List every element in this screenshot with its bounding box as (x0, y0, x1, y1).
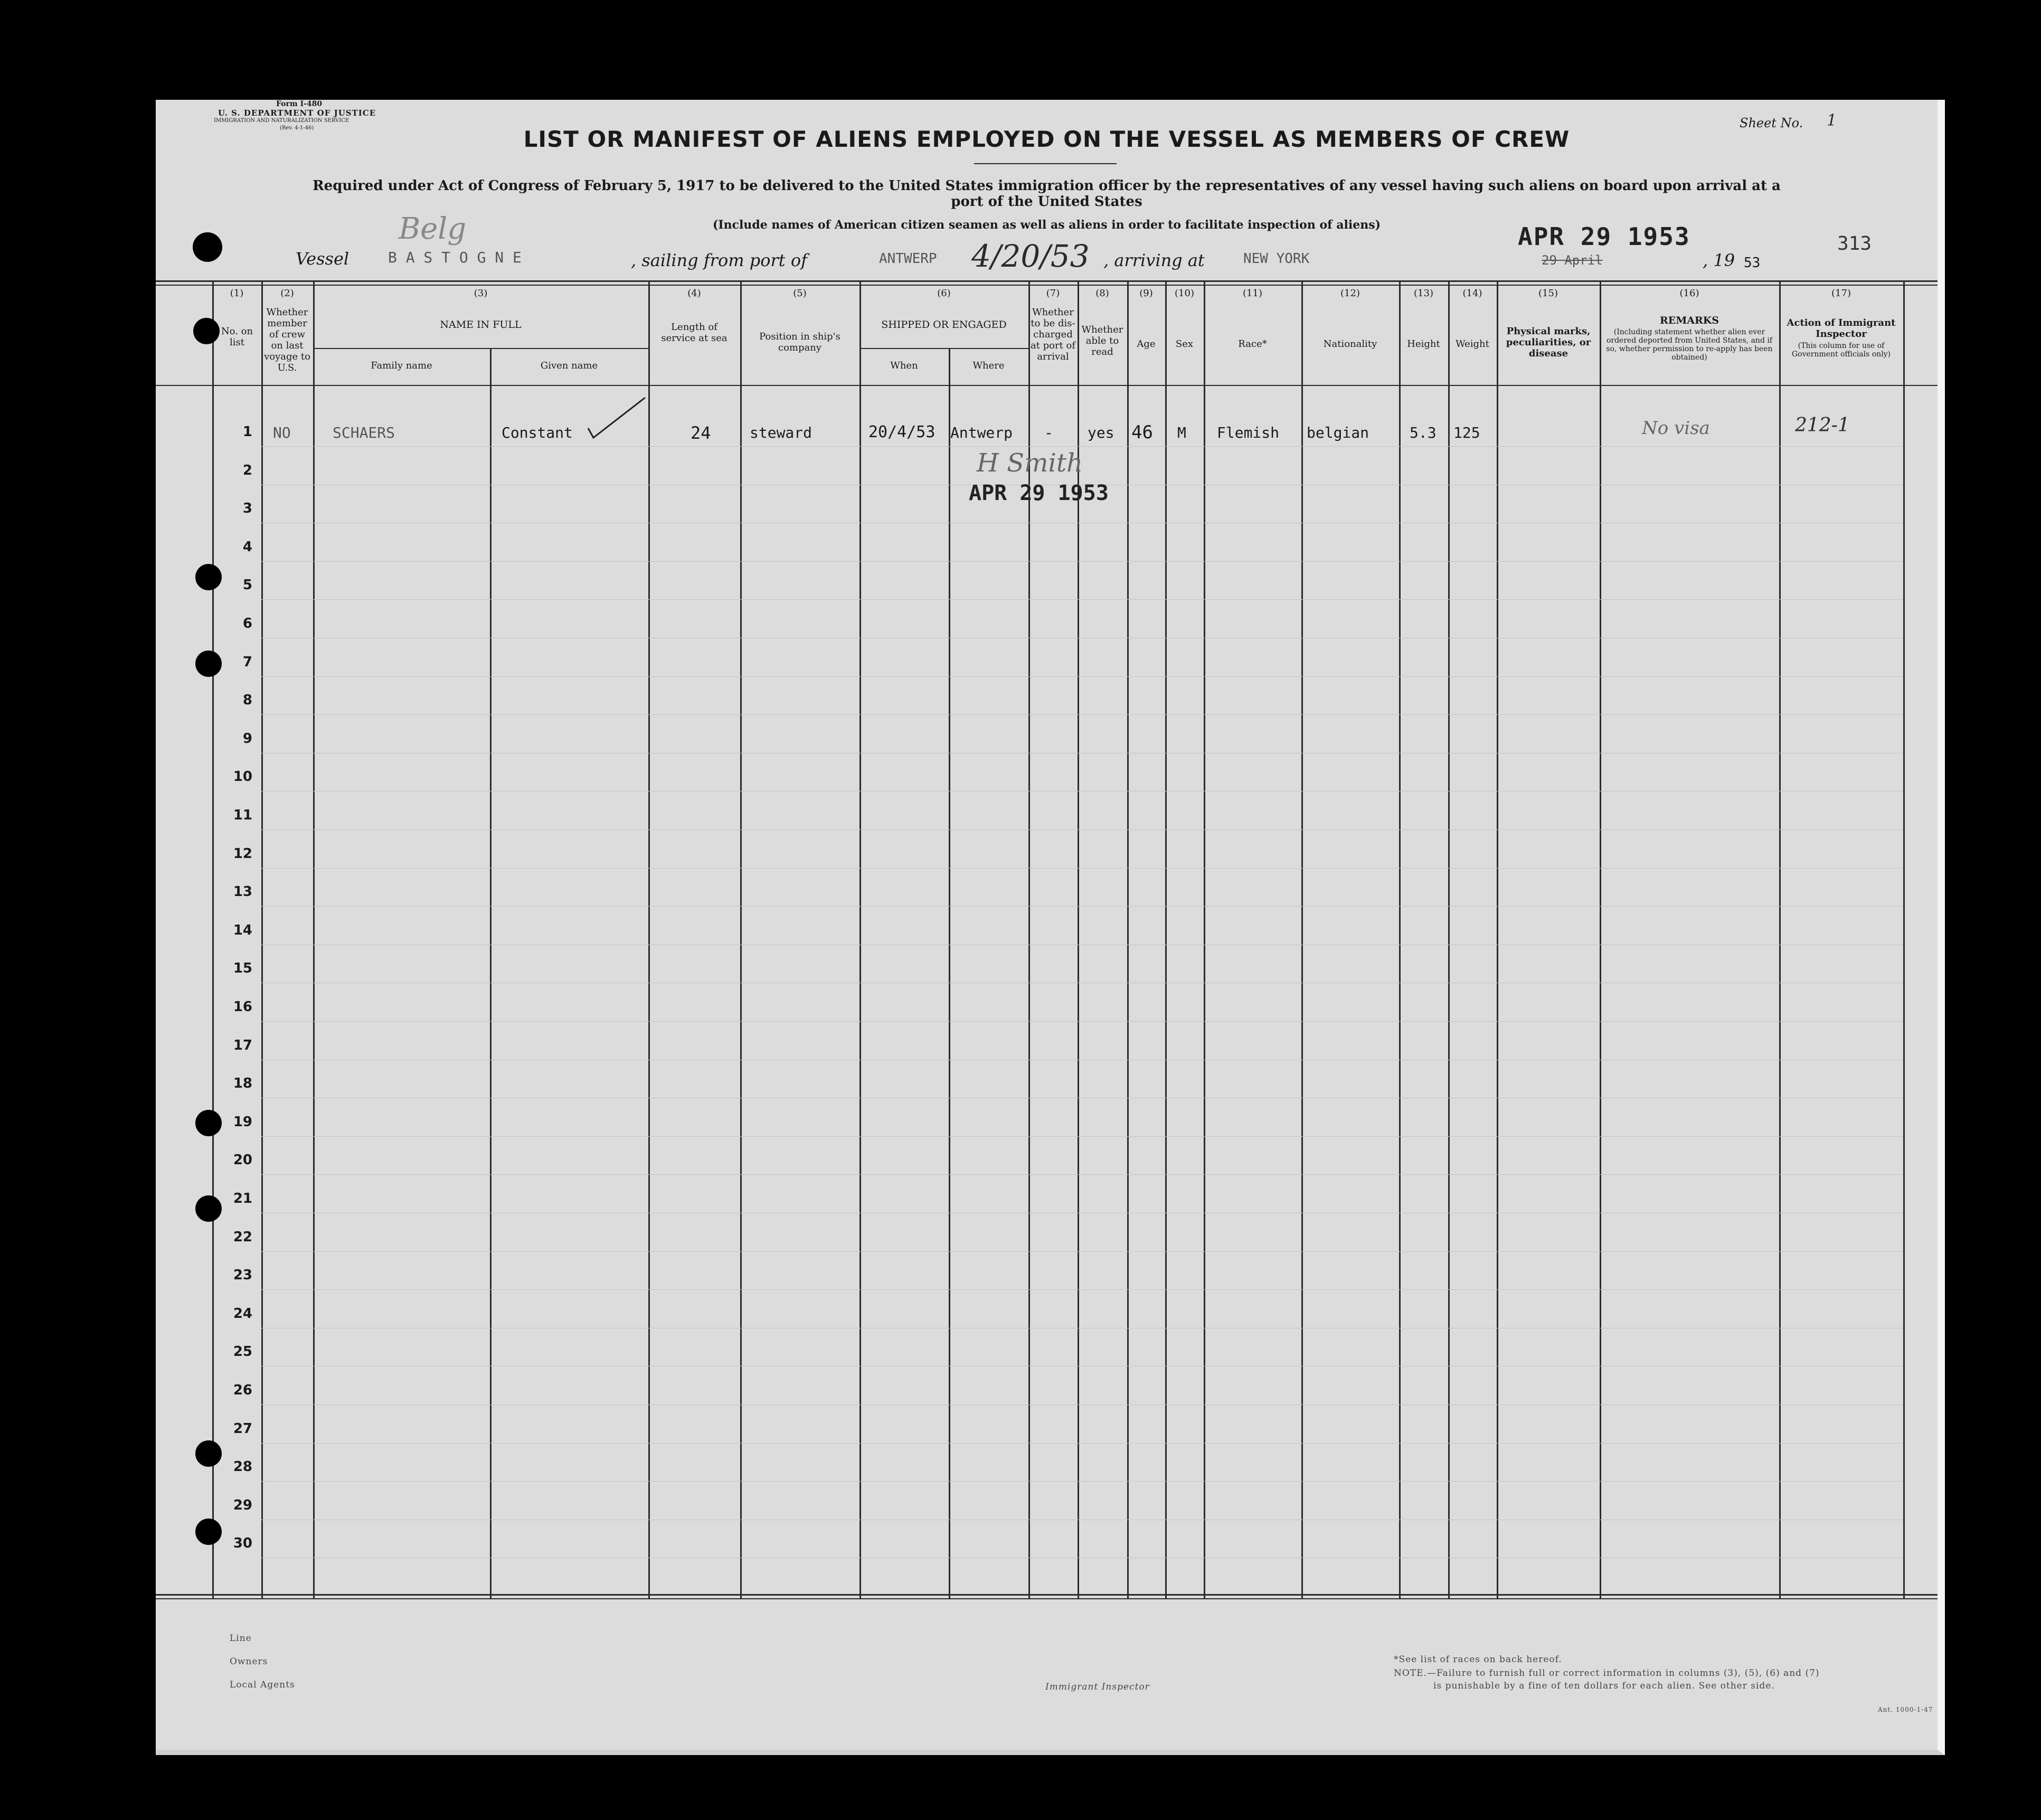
entry-given-name: Constant (502, 424, 573, 441)
entry-nationality: belgian (1307, 424, 1369, 441)
row-rule (261, 906, 1903, 907)
footer-immigrant-inspector: Immigrant Inspector (1045, 1682, 1150, 1692)
entry-weight: 125 (1453, 424, 1480, 441)
col-rule (740, 280, 742, 1599)
subtitle-2: port of the United States (951, 194, 1142, 210)
col-rule (1497, 280, 1498, 1599)
col-rule (1078, 280, 1079, 1599)
arriving-label: , arriving at (1103, 250, 1205, 270)
revision: (Rev. 4-1-46) (280, 125, 314, 131)
header-shipped-when: When (890, 360, 918, 371)
entry-race: Flemish (1217, 424, 1280, 441)
header-family-name: Family name (371, 360, 432, 371)
col-num-9: (9) (1139, 288, 1153, 299)
row-rule (261, 1021, 1903, 1022)
entry-discharged: - (1044, 424, 1053, 441)
header-crew-last-voyage: Whether member of crew on last voyage to U.S. (264, 307, 310, 373)
row-number: 27 (233, 1420, 252, 1437)
table-bottom-rule-2 (156, 1598, 1938, 1599)
entry-position: steward (750, 424, 812, 441)
header-sex: Sex (1175, 338, 1194, 350)
header-inspector-note: (This column for use of Government officials only) (1791, 342, 1891, 359)
entry-height: 5.3 (1410, 424, 1437, 441)
sailing-port: ANTWERP (879, 251, 937, 267)
row-rule (261, 1251, 1903, 1252)
col-rule (1779, 280, 1781, 1599)
binder-hole (193, 318, 220, 344)
row-number: 19 (233, 1114, 252, 1130)
page-title: LIST OR MANIFEST OF ALIENS EMPLOYED ON THE VESSEL AS MEMBERS OF CREW (523, 126, 1570, 152)
struck-date: 29 April (1542, 253, 1603, 268)
header-shipped-where: Where (972, 360, 1005, 371)
header-bottom-rule (156, 385, 1938, 386)
col-num-14: (14) (1462, 288, 1482, 299)
col-rule (1204, 280, 1205, 1599)
sheet-label: Sheet No. (1740, 116, 1803, 130)
row-number: 4 (242, 539, 252, 555)
row-number: 26 (233, 1382, 252, 1398)
row-number: 25 (233, 1344, 252, 1360)
service: IMMIGRATION AND NATURALIZATION SERVICE (214, 118, 349, 124)
row-number: 20 (233, 1152, 252, 1168)
entry-shipped-when: 20/4/53 (868, 423, 936, 441)
entry-length-service: 24 (691, 423, 711, 443)
manifest-number: 313 (1837, 233, 1872, 254)
row-number: 3 (242, 501, 252, 517)
entry-shipped-where: Antwerp (950, 424, 1013, 441)
row-rule (261, 561, 1903, 562)
col-num-5: (5) (793, 288, 807, 299)
entry-inspector-action: 212-1 (1795, 414, 1850, 436)
row-rule (261, 868, 1903, 869)
vessel-note: Belg (399, 212, 467, 246)
row-rule (261, 446, 1903, 447)
row-rule (261, 1404, 1903, 1405)
footer-note-3: is punishable by a fine of ten dollars for each alien. See other side. (1433, 1681, 1775, 1691)
row-number: 5 (242, 577, 252, 593)
row-rule (261, 1481, 1903, 1482)
entry-family-name: SCHAERS (333, 424, 395, 441)
header-discharged: Whether to be dis-charged at port of arrival (1030, 307, 1076, 362)
footer-form-code: Ant. 1000-1-47 (1878, 1706, 1933, 1713)
row-rule (261, 1289, 1903, 1290)
footer-note-2: NOTE.—Failure to furnish full or correct information in columns (3), (5), (6) and (7) (1394, 1668, 1820, 1678)
row-rule (261, 1174, 1903, 1175)
footer-local-agents: Local Agents (230, 1680, 295, 1690)
row-number: 29 (233, 1497, 252, 1513)
row-number: 13 (233, 884, 252, 900)
binder-hole (195, 1440, 222, 1467)
col-num-17: (17) (1831, 288, 1851, 299)
row-number: 17 (233, 1037, 252, 1053)
row-number: 11 (233, 807, 252, 823)
col-num-16: (16) (1679, 288, 1699, 299)
col-rule (490, 348, 492, 1599)
row-number: 28 (233, 1459, 252, 1475)
row-number: 14 (233, 922, 252, 938)
col-rule (313, 280, 315, 1599)
inspector-initials: H Smith (977, 448, 1083, 478)
binder-hole (195, 1110, 222, 1136)
vessel-name: B A S T O G N E (388, 249, 522, 266)
col-rule (1399, 280, 1401, 1599)
header-no-on-list: No. on list (221, 326, 253, 348)
row-number: 9 (242, 730, 252, 747)
row-number: 24 (233, 1305, 252, 1322)
year-label: , 19 (1703, 250, 1735, 270)
row-number: 7 (242, 654, 252, 670)
header-height: Height (1407, 338, 1440, 350)
entry-crew-last-voyage: NO (273, 424, 291, 441)
col-num-4: (4) (687, 288, 701, 299)
binder-hole (195, 1519, 222, 1545)
binder-hole (195, 564, 222, 590)
footer-line: Line (230, 1633, 252, 1644)
row-number: 15 (233, 960, 252, 977)
row-rule (261, 1443, 1903, 1444)
row-number: 23 (233, 1267, 252, 1284)
col-rule (1301, 280, 1303, 1599)
table-bottom-rule (156, 1594, 1938, 1596)
header-age: Age (1137, 338, 1156, 350)
col-num-1: (1) (230, 288, 244, 299)
col-rule (1903, 280, 1905, 1599)
inspector-date-stamp: APR 29 1953 (969, 481, 1109, 505)
header-position: Position in ship's company (759, 331, 840, 353)
header-given-name: Given name (540, 360, 598, 371)
col-num-11: (11) (1243, 288, 1262, 299)
check-mark-icon (586, 395, 649, 443)
row-number: 22 (233, 1229, 252, 1245)
row-rule (261, 599, 1903, 600)
col-rule (648, 280, 650, 1599)
col-num-2: (2) (280, 288, 294, 299)
col-rule (1600, 280, 1601, 1599)
row-rule (261, 829, 1903, 830)
col-num-6: (6) (937, 288, 951, 299)
footer-owners: Owners (230, 1656, 268, 1667)
sailing-label: , sailing from port of (631, 250, 807, 270)
header-name-in-full: NAME IN FULL (440, 319, 522, 331)
binder-hole (195, 1195, 222, 1222)
row-rule (261, 714, 1903, 715)
header-race: Race* (1238, 338, 1267, 350)
binder-hole (195, 650, 222, 677)
col-rule (949, 348, 950, 1599)
col-rule (261, 280, 263, 1599)
subtitle-1: Required under Act of Congress of February 5, 1917 to be delivered to the United States immigration officer by the representatives of any vessel having such aliens on board upon arrival at a (313, 178, 1781, 194)
header-shipped-or-engaged: SHIPPED OR ENGAGED (881, 319, 1007, 331)
row-number: 21 (233, 1191, 252, 1206)
col-num-3: (3) (474, 288, 488, 299)
table-top-rule-2 (156, 285, 1938, 286)
shipped-subheader-rule (861, 348, 1029, 349)
row-number: 30 (233, 1535, 252, 1552)
row-number: 1 (242, 424, 252, 440)
col-rule (859, 280, 861, 1599)
vessel-label: Vessel (296, 249, 349, 269)
header-remarks-note: (Including statement whether alien ever ordered deported from United States, and if so, whether permission to re-apply has been obtained) (1606, 328, 1773, 362)
entry-able-to-read: yes (1088, 424, 1114, 441)
col-num-10: (10) (1175, 288, 1194, 299)
row-number: 16 (233, 999, 252, 1015)
year-value: 53 (1744, 255, 1761, 271)
table-top-rule (156, 280, 1938, 282)
name-subheader-rule (314, 348, 649, 349)
row-number: 12 (233, 845, 252, 862)
binder-hole (193, 232, 222, 262)
header-length-of-service: Length of service at sea (661, 322, 727, 344)
form-number: Form I-480 (276, 100, 323, 108)
row-number: 18 (233, 1076, 252, 1092)
department: U. S. DEPARTMENT OF JUSTICE (218, 108, 376, 118)
col-rule (1448, 280, 1450, 1599)
subtitle-3: (Include names of American citizen seamen as well as aliens in order to facilitate inspection of aliens) (712, 218, 1381, 232)
arrival-stamp: APR 29 1953 (1518, 222, 1690, 251)
sailing-date-handwritten: 4/20/53 (971, 238, 1090, 274)
col-num-12: (12) (1340, 288, 1360, 299)
manifest-sheet (156, 100, 1945, 1755)
header-nationality: Nationality (1323, 338, 1377, 350)
col-num-8: (8) (1095, 288, 1109, 299)
header-inspector-action: Action of Immigrant Inspector (1787, 317, 1896, 340)
entry-age: 46 (1131, 422, 1153, 443)
col-rule (1028, 280, 1030, 1599)
row-rule (261, 1136, 1903, 1137)
col-rule (212, 280, 214, 1599)
col-num-15: (15) (1538, 288, 1558, 299)
header-physical-marks: Physical marks, peculiarities, or disease (1506, 326, 1591, 359)
sheet-number: 1 (1827, 111, 1837, 130)
title-rule (974, 163, 1117, 164)
footer-note-1: *See list of races on back hereof. (1394, 1654, 1562, 1665)
entry-sex: M (1177, 424, 1186, 441)
row-rule (261, 676, 1903, 677)
col-rule (1165, 280, 1167, 1599)
header-remarks: REMARKS (1659, 315, 1719, 326)
col-num-7: (7) (1046, 288, 1060, 299)
arriving-port: NEW YORK (1243, 251, 1310, 267)
row-number: 10 (233, 769, 252, 785)
row-number: 2 (242, 462, 252, 478)
header-weight: Weight (1456, 338, 1489, 350)
row-number: 6 (242, 616, 252, 631)
entry-remarks: No visa (1642, 418, 1710, 439)
col-rule (1127, 280, 1129, 1599)
col-num-13: (13) (1414, 288, 1433, 299)
row-number: 8 (242, 692, 252, 709)
header-able-to-read: Whether able to read (1081, 324, 1123, 357)
